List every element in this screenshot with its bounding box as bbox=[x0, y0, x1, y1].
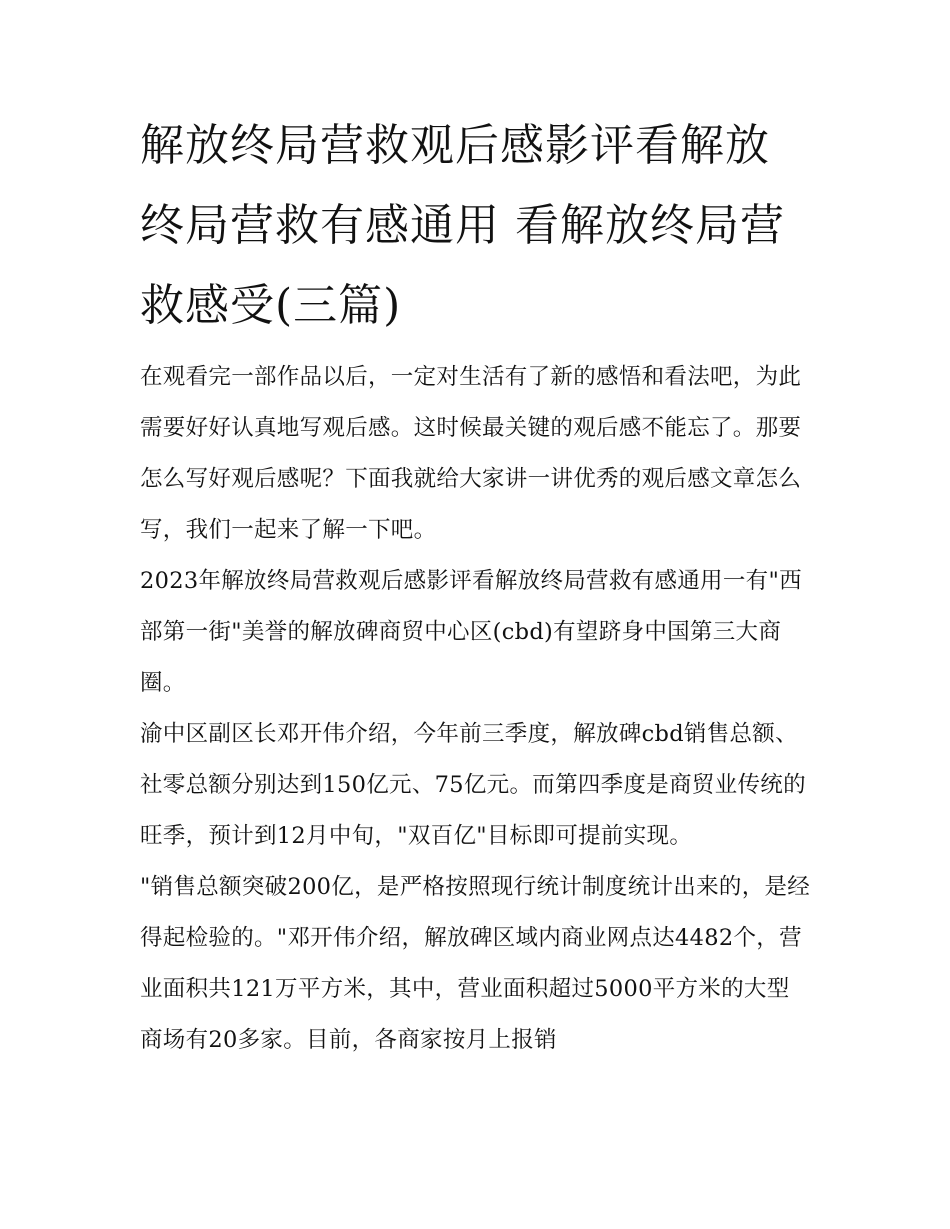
paragraph-intro: 在观看完一部作品以后，一定对生活有了新的感悟和看法吧，为此需要好好认真地写观后感。这时候最关键的观后感不能忘了。那要怎么写好观后感呢？下面我就给大家讲一讲优秀的观后感文章怎么写，我们一起来了解一下吧。 bbox=[140, 364, 802, 543]
paragraph-sales-figures: 渝中区副区长邓开伟介绍，今年前三季度，解放碑cbd销售总额、社零总额分别达到150亿元、75亿元。而第四季度是商贸业传统的旺季，预计到12月中旬，"双百亿"目标即可提前实现。 bbox=[140, 721, 806, 849]
paragraph-cbd-overview: 2023年解放终局营救观后感影评看解放终局营救有感通用一有"西部第一街"美誉的解放碑商贸中心区(cbd)有望跻身中国第三大商圈。 bbox=[140, 568, 802, 696]
document-title: 解放终局营救观后感影评看解放终局营救有感通用 看解放终局营救感受(三篇) bbox=[140, 120, 785, 331]
paragraph-sales-verification: "销售总额突破200亿，是严格按照现行统计制度统计出来的，是经得起检验的。"邓开伟介绍，解放碑区域内商业网点达4482个，营业面积共121万平方米，其中，营业面积超过5000平方米的大型商场有20多家。目前，各商家按月上报销 bbox=[140, 874, 811, 1053]
document-body bbox=[140, 352, 812, 1066]
